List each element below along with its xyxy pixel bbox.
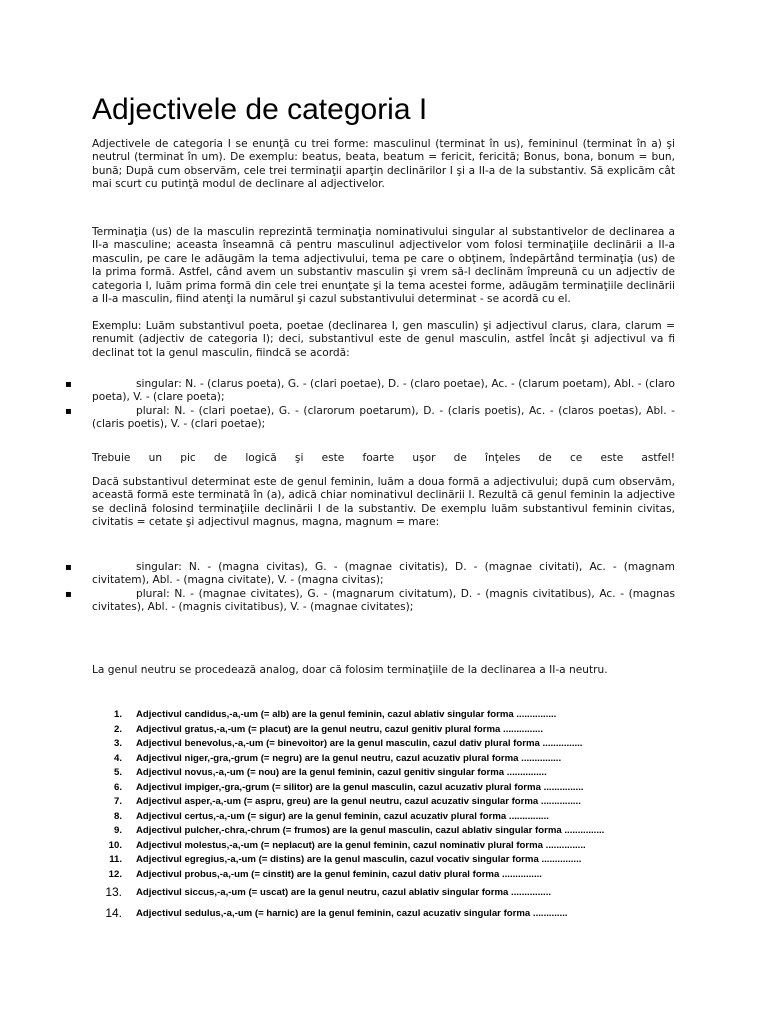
exercise-item: [0, 781, 768, 796]
exercise-text: Adjectivul pulcher,-chra,-chrum (= frumos) are la genul masculin, cazul ablativ singular forma ...............: [136, 825, 605, 836]
feminine-paragraph: Dacă substantivul determinat este de genul feminin, luăm a doua formă a adjectivului; după cum observăm, această formă este terminată în (a), adică chiar nominativul declinării I. Rezultă că genul feminin la adjective se declină folosind terminaţiile declinării I de la substantiv. De exemplu luăm substantivul feminin civitas, civitatis = cetate şi adjectivul magnus, magna, magnum = mare:: [92, 476, 675, 529]
bullet-icon: ▪: [65, 379, 72, 390]
exercise-item: [0, 810, 768, 825]
exercise-number: 5.: [113, 767, 122, 778]
exercise-text: Adjectivul siccus,-a,-um (= uscat) are la genul neutru, cazul ablativ singular forma ...............: [136, 887, 552, 898]
exercise-text: Adjectivul sedulus,-a,-um (= harnic) are la genul feminin, cazul acuzativ singular forma .............: [136, 908, 568, 919]
exercise-number: 11.: [109, 854, 122, 865]
exercise-text: Adjectivul impiger,-gra,-grum (= silitor) are la genul masculin, cazul acuzativ plural forma ...............: [136, 781, 584, 793]
exercise-item: [0, 882, 768, 903]
exercise-number: 9.: [113, 825, 122, 836]
exercise-list: [0, 708, 768, 924]
exercise-number: 7.: [113, 796, 122, 807]
feminine-declension-list: [0, 561, 768, 615]
exercise-number: 3.: [113, 738, 122, 749]
exercise-item: [0, 766, 768, 781]
exercise-text: Adjectivul asper,-a,-um (= aspru, greu) are la genul neutru, cazul acuzativ singular forma ...............: [136, 796, 581, 807]
exercise-item: [0, 868, 768, 883]
exercise-item: [0, 839, 768, 854]
list-item: [0, 405, 768, 432]
masculine-declension-list: [0, 378, 768, 432]
exercise-text: Adjectivul benevolus,-a,-um (= binevoitor) are la genul masculin, cazul dativ plural forma ...............: [136, 738, 583, 749]
bullet-icon: ▪: [65, 588, 72, 600]
exercise-number: 14.: [105, 906, 122, 920]
exercise-number: 2.: [113, 723, 122, 735]
exercise-text: Adjectivul niger,-gra,-grum (= negru) are la genul neutru, cazul acuzativ plural forma ...............: [136, 752, 562, 764]
exercise-number: 8.: [113, 810, 122, 822]
exercise-item: [0, 903, 768, 924]
list-item: [0, 378, 768, 405]
exercise-item: [0, 795, 768, 810]
list-item: [0, 588, 768, 615]
exercise-number: 1.: [113, 709, 122, 720]
list-item: [0, 561, 768, 588]
exercise-item: [0, 824, 768, 839]
exercise-text: Adjectivul molestus,-a,-um (= neplacut) are la genul feminin, cazul nominativ plural forma ...............: [136, 839, 586, 851]
example-paragraph: Exemplu: Luăm substantivul poeta, poetae (declinarea I, gen masculin) şi adjectivul clarus, clara, clarum = renumit (adjectiv de categoria I); deci, substantivul este de genul masculin, astfel încât şi adjectivul va fi declinat tot la genul masculin, fiindcă se acordă:: [92, 320, 675, 359]
exercise-item: [0, 737, 768, 752]
page-title: Adjectivele de categoria I: [92, 93, 428, 126]
exercise-text: Adjectivul novus,-a,-um (= nou) are la genul feminin, cazul genitiv singular forma ...............: [136, 767, 547, 778]
masculine-singular-text: singular: N. - (clarus poeta), G. - (clari poetae), D. - (claro poetae), Ac. - (clarum poetam), Abl. - (claro poeta), V. - (clare poeta);: [92, 378, 675, 404]
exercise-text: Adjectivul egregius,-a,-um (= distins) are la genul masculin, cazul vocativ singular forma ...............: [136, 854, 582, 865]
exercise-number: 10.: [108, 839, 122, 851]
intro-paragraph: Adjectivele de categoria I se enunţă cu trei forme: masculinul (terminat în us), femininul (terminat în a) şi neutrul (terminat în um). De exemplu: beatus, beata, beatum = fericit, fericită; Bonus, bona, bonum = bun, bună; După cum observăm, cele trei terminaţii aparţin declinărilor I şi a II-a de la substantiv. Să explicăm cât mai scurt cu putinţă modul de declinare al adjectivelor.: [92, 138, 675, 191]
logic-line: Trebuie un pic de logică şi este foarte uşor de înţeles de ce este astfel!: [92, 452, 675, 464]
exercise-item: [0, 752, 768, 767]
bullet-icon: ▪: [65, 405, 72, 417]
termination-paragraph: Terminaţia (us) de la masculin reprezintă terminaţia nominativului singular al substantivelor de declinarea a II-a masculine; aceasta înseamnă că pentru masculinul adjectivelor vom folosi terminaţiile declinării a II-a masculin, pe care le adăugăm la tema adjectivului, tema pe care o obţinem, îndepărtând terminaţia (us) de la prima formă. Astfel, când avem un substantiv masculin şi vrem să-l declinăm împreună cu un adjectiv de categoria I, luăm prima formă din cele trei enunţate şi la tema acestei forme, adăugăm terminaţiile declinării a II-a masculin, fiind atenţi la numărul şi cazul substantivului determinat - se acordă cu el.: [92, 226, 675, 306]
exercise-text: Adjectivul certus,-a,-um (= sigur) are la genul feminin, cazul acuzativ plural forma ...............: [136, 810, 549, 822]
exercise-text: Adjectivul candidus,-a,-um (= alb) are la genul feminin, cazul ablativ singular forma ...............: [136, 709, 557, 720]
neuter-line: La genul neutru se procedează analog, doar că folosim terminaţiile de la declinarea a II-a neutru.: [92, 664, 608, 676]
exercise-text: Adjectivul gratus,-a,-um (= placut) are la genul neutru, cazul genitiv plural forma ...............: [136, 723, 544, 735]
feminine-plural-text: plural: N. - (magnae civitates), G. - (magnarum civitatum), D. - (magnis civitatibus), Ac. - (magnas civitates), Abl. - (magnis civitatibus), V. - (magnae civitates);: [92, 587, 675, 614]
exercise-item: [0, 723, 768, 738]
exercise-text: Adjectivul probus,-a,-um (= cinstit) are la genul feminin, cazul dativ plural forma ...............: [136, 868, 542, 880]
exercise-number: 12.: [108, 868, 122, 880]
bullet-icon: ▪: [65, 562, 72, 573]
feminine-singular-text: singular: N. - (magna civitas), G. - (magnae civitatis), D. - (magnae civitati), Ac. - (magnam civitatem), Abl. - (magna civitate), V. - (magna civitas);: [92, 561, 675, 587]
masculine-plural-text: plural: N. - (clari poetae), G. - (clarorum poetarum), D. - (claris poetis), Ac. - (claros poetas), Abl. - (claris poetis), V. - (clari poetae);: [92, 404, 675, 431]
exercise-number: 4.: [113, 752, 122, 764]
exercise-number: 6.: [113, 781, 122, 793]
exercise-item: [0, 853, 768, 868]
exercise-item: [0, 708, 768, 723]
exercise-number: 13.: [105, 885, 122, 899]
